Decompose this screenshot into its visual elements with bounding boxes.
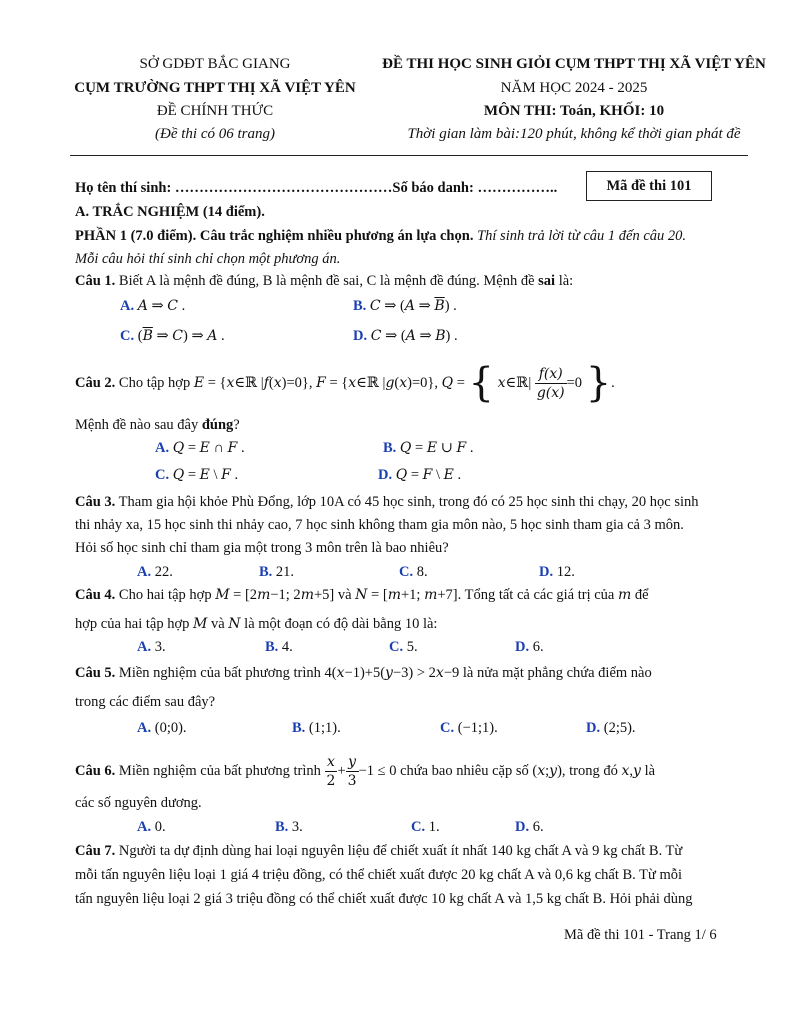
q1-option-a-label: A. [120,298,135,314]
q4-label: Câu 4. [75,587,116,603]
q5-option-b-label: B. [292,720,306,736]
q6-text-are: là [644,762,656,779]
q4-option-d-label: D. [515,639,530,655]
school-cluster: CỤM TRƯỜNG THPT THỊ XÃ VIỆT YÊN [74,80,356,96]
q4-text-and: và [337,587,352,603]
q5-option-a-value: (0;0). [154,720,187,736]
q2-text: Cho tập hợp [118,374,191,391]
question-5: Câu 5. Miền nghiệm của bất phương trình 4(x−1)+5(y−3) > 2x−9 là nửa mặt phẳng chứa điểm nào [75,665,652,681]
q3-option-d-label: D. [539,564,554,580]
school-year: NĂM HỌC 2024 - 2025 [500,80,648,96]
q5-option-b[interactable] [292,720,341,737]
q3-line-2: thi nhảy xa, 15 học sinh thi nhảy cao, 7 học sinh không tham gia môn nào, 5 học sinh tham gia cả 3 môn. [75,517,684,533]
question-6: Câu 6. Miền nghiệm của bất phương trình $\frac{x}{2}$ + $\frac{y}{3}$ −1 ≤ 0 chứa bao nhiêu cặp số ( x ; y ) , trong đó x , y là [75,753,656,789]
header-divider [70,155,748,156]
q1-option-d[interactable]: D. C ⇒ (A ⇒ B) . [353,328,458,344]
q4-option-a[interactable] [137,639,166,656]
q3-line-3: Hỏi số học sinh chỉ tham gia một trong 3 môn trên là bao nhiêu? [75,540,449,556]
q6-text: Miền nghiệm của bất phương trình [118,762,321,779]
part1-title: PHẦN 1 (7.0 điểm). Câu trắc nghiệm nhiều phương án lựa chọn. [75,228,474,244]
q5-option-a[interactable] [137,720,187,737]
q6-option-c[interactable] [411,819,440,836]
q4-option-b-label: B. [265,639,279,655]
q2-option-b-label: B. [383,440,397,456]
q4-line-2: hợp của hai tập hợp M và N là một đoạn có độ dài bằng 10 là: [75,616,438,632]
q5-label: Câu 5. [75,665,116,681]
q2-option-d-label: D. [378,467,393,483]
q1-option-b[interactable]: B. C ⇒ (A ⇒ $\overline{B}$) . [353,298,457,314]
q3-option-d[interactable] [539,564,575,581]
candidate-sbd-field: Số báo danh: …………….. [392,180,558,196]
q3-option-a-value: 22. [154,564,173,580]
q4-option-c-value: 5. [406,639,418,655]
q3-option-c-label: C. [399,564,414,580]
q3-option-a-label: A. [137,564,152,580]
q4-option-d-value: 6. [532,639,544,655]
q6-option-c-label: C. [411,819,426,835]
q6-text-mid: chứa bao nhiêu cặp số [400,762,529,779]
q2-option-b[interactable]: B. Q = E ∪ F . [383,440,474,456]
q5-line-2: trong các điểm sau đây? [75,694,216,710]
question-3 [75,494,699,511]
q7-line-2: mỗi tấn nguyên liệu loại 1 giá 4 triệu đồng, có thể chiết xuất được 20 kg chất A và 0,6 kg chất B. Từ mỗi [75,867,683,883]
page-footer: Mã đề thi 101 - Trang 1/ 6 [564,927,717,943]
candidate-name-field: Họ tên thí sinh: ……………………………………… [75,180,393,196]
section-a-title: A. TRẮC NGHIỆM (14 điểm). [75,204,265,220]
q5-option-d[interactable] [586,720,636,737]
q4-text-to: để [634,587,649,603]
subject: MÔN THI: Toán, KHỐI: 10 [483,103,665,119]
q5-option-d-value: (2;5). [603,720,636,736]
q4-option-a-label: A. [137,639,152,655]
dept-name: SỞ GDĐT BẮC GIANG [139,56,291,72]
q1-option-c-label: C. [120,328,135,344]
q6-option-a-value: 0. [154,819,166,835]
q4-option-a-value: 3. [154,639,166,655]
q5-option-d-label: D. [586,720,601,736]
q4-line2-and: và [210,616,225,632]
q5-option-c-value: (−1;1). [457,720,498,736]
q3-option-a[interactable] [137,564,173,581]
q4-option-b[interactable] [265,639,293,656]
q6-label: Câu 6. [75,762,116,779]
q6-option-a[interactable] [137,819,166,836]
question-4: Câu 4. Cho hai tập hợp M = [2m−1; 2m+5] và N = [m+1; m+7]. Tổng tất cả các giá trị của m để [75,587,649,603]
q2-option-d[interactable]: D. Q = F \ E . [378,467,462,483]
part1-note: Thí sinh trả lời từ câu 1 đến câu 20. [477,228,687,244]
time-note: Thời gian làm bài:120 phút, không kể thời gian phát đề [407,126,741,142]
q3-option-d-value: 12. [556,564,575,580]
q5-text-end: là nửa mặt phẳng chứa điểm nào [462,665,652,681]
q1-text: Biết A là mệnh đề đúng, B là mệnh đề sai, C là mệnh đề đúng. Mệnh đề [118,273,539,289]
q2-option-c-label: C. [155,467,170,483]
q1-option-a[interactable]: A. A ⇒ C . [120,298,186,314]
part1-line1 [75,228,686,245]
q3-option-b[interactable] [259,564,294,581]
q5-option-c-label: C. [440,720,455,736]
q6-option-b[interactable] [275,819,303,836]
q6-option-d-value: 6. [532,819,544,835]
q1-option-d-label: D. [353,328,368,344]
q3-option-c[interactable] [399,564,428,581]
q6-option-d[interactable] [515,819,544,836]
q4-option-c-label: C. [389,639,404,655]
q2-label: Câu 2. [75,374,116,391]
official-label: ĐỀ CHÍNH THỨC [156,103,274,119]
q5-option-b-value: (1;1). [308,720,341,736]
q2-ask-bold: đúng [201,417,234,433]
q4-line2-end: là một đoạn có độ dài bằng 10 là: [244,616,438,632]
q6-option-d-label: D. [515,819,530,835]
q6-option-a-label: A. [137,819,152,835]
question-7 [75,843,682,860]
q4-option-b-value: 4. [281,639,293,655]
part1-note-2: Mỗi câu hỏi thí sinh chỉ chọn một phương án. [75,251,341,267]
exam-title: ĐỀ THI HỌC SINH GIỎI CỤM THPT THỊ XÃ VIỆT YÊN [382,56,766,72]
q6-option-b-value: 3. [291,819,303,835]
q1-option-c[interactable]: C. ($\overline{B}$ ⇒ C) ⇒ A . [120,328,225,344]
question-1 [75,273,573,290]
q7-line-1: Người ta dự định dùng hai loại nguyên liệu để chiết xuất ít nhất 140 kg chất A và 9 kg chất B. Từ [118,843,683,859]
q4-text: Cho hai tập hợp [118,587,212,603]
q3-option-c-value: 8. [416,564,428,580]
q4-option-c[interactable] [389,639,418,656]
candidate-line [75,180,557,197]
q3-option-b-value: 21. [275,564,295,580]
q3-line-1: Tham gia hội khỏe Phù Đổng, lớp 10A có 45 học sinh, trong đó có 25 học sinh thi chạy, 20 học sinh [118,494,699,510]
q6-line-2: các số nguyên dương. [75,795,202,811]
q1-text-bold: sai [538,273,556,289]
q1-label: Câu 1. [75,273,116,289]
q6-text-where: , trong đó [561,762,618,779]
q2-fraction: $\frac{f(x)}{g(x)}$ [536,365,565,401]
q2-ask-text: Mệnh đề nào sau đây [75,417,202,433]
q1-text-end: là: [555,273,574,289]
q5-text: Miền nghiệm của bất phương trình [118,665,321,681]
q5-option-a-label: A. [137,720,152,736]
q2-option-a-label: A. [155,440,170,456]
q2-ask-end: ? [233,417,240,433]
q2-option-c[interactable]: C. Q = E \ F . [155,467,239,483]
q1-option-b-label: B. [353,298,367,314]
q2-option-a[interactable]: A. Q = E ∩ F . [155,440,245,456]
q4-option-d[interactable] [515,639,544,656]
q7-label: Câu 7. [75,843,116,859]
q3-label: Câu 3. [75,494,116,510]
page-count-note: (Đề thi có 06 trang) [155,126,275,142]
q7-line-3: tấn nguyên liệu loại 2 giá 3 triệu đồng có thể chiết xuất được 10 kg chất A và 1,5 kg chất B. Hỏi phải dùng [75,891,693,907]
q6-option-b-label: B. [275,819,289,835]
q4-line2-text: hợp của hai tập hợp [75,616,190,632]
q3-option-b-label: B. [259,564,273,580]
question-2: Câu 2. Cho tập hợp E = { x ∈ℝ | f ( x )=0}, F = { x ∈ℝ | g ( x )=0}, Q = { x ∈ℝ| $\frac{f(x)}{g(x)}$ =0 } . [75,360,615,406]
exam-code-box: Mã đề thi 101 [586,171,712,201]
q5-option-c[interactable] [440,720,498,737]
q4-text-sum: . Tổng tất cả các giá trị của [457,587,615,603]
q2-ask [75,417,240,434]
q6-option-c-value: 1. [428,819,440,835]
